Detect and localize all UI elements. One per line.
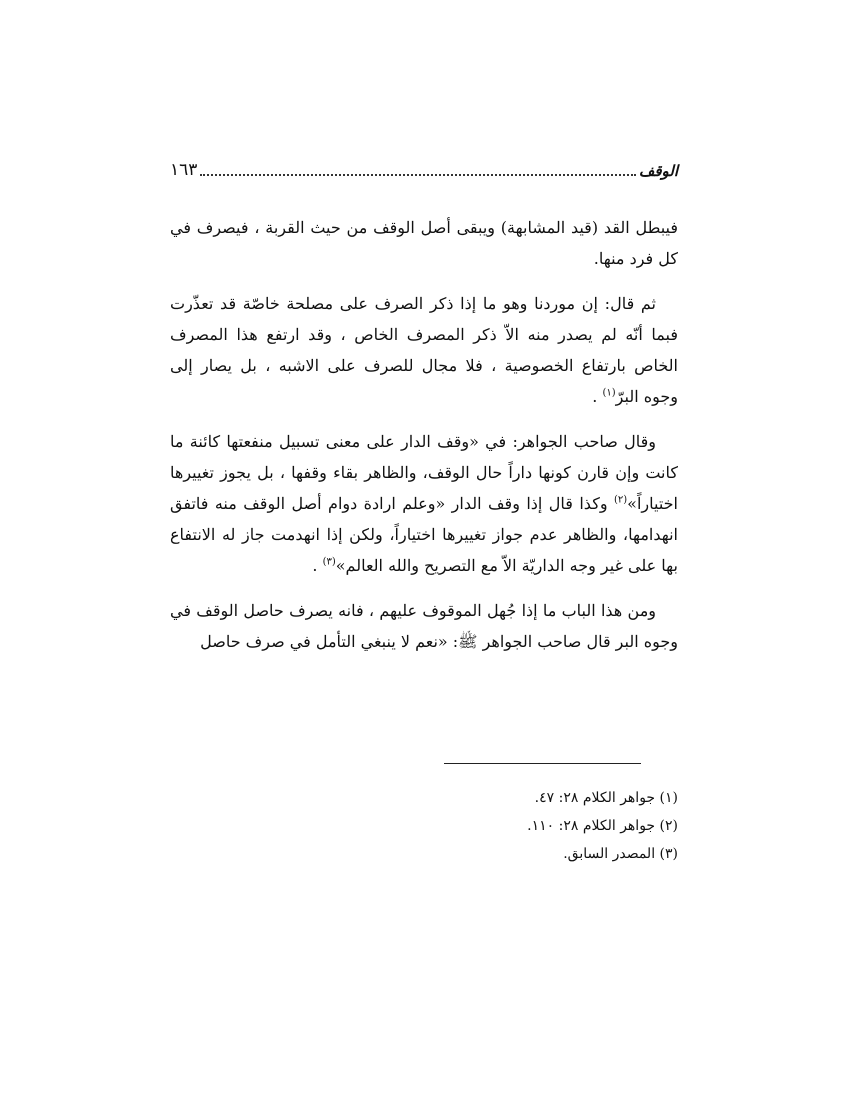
paragraph-text: فيبطل القد (قيد المشابهة) ويبقى أصل الوقف من حيث القربة ، فيصرف في كل فرد منها. [170,218,678,268]
footnote-reference[interactable]: (١) [602,387,616,399]
paragraph-text: ومن هذا الباب ما إذا جُهل الموقوف عليهم ، فانه يصرف حاصل الوقف في وجوه البر قال صاحب الجواهر ﷺ: «نعم لا ينبغي التأمل في صرف حاصل [170,601,678,651]
paragraph-3 [170,426,678,581]
paragraph-1 [170,212,678,274]
page-body [170,212,678,671]
paragraph-2 [170,288,678,412]
footnote-reference[interactable]: (٣) [322,556,336,568]
paragraph-text: وقال صاحب الجواهر: في «وقف الدار على معنى تسبيل منفعتها كائنة ما كانت وإن قارن كونها داراً حال الوقف، والظاهر بقاء وقفها ، بل يجوز تغييرها اختياراً» [170,432,679,513]
footnote-item: (٣) المصدر السابق. [563,846,678,862]
header-dotted-leader [200,174,635,176]
footnote-reference[interactable]: (٢) [613,494,628,506]
footnote-item: (١) جواهر الكلام ٢٨: ٤٧. [534,790,678,806]
header-title: الوقف [638,162,678,180]
paragraph-text: ثم قال: إن موردنا وهو ما إذا ذكر الصرف على مصلحة خاصّة قد تعذّرت فبما أنّه لم يصدر منه الاّ ذكر المصرف الخاص ، وقد ارتفع هذا المصرف الخاص بارتفاع الخصوصية ، فلا مجال للصرف على الاشبه ، بل يصار إلى وجوه البرّ [170,294,678,406]
running-header [170,152,678,182]
paragraph-tail: . [592,387,598,406]
footnote-item: (٢) جواهر الكلام ٢٨: ١١٠. [527,818,678,834]
paragraph-4 [170,595,678,657]
footnotes [170,784,678,868]
footnote-separator [444,763,641,764]
paragraph-text: وكذا قال إذا وقف الدار «وعلم ارادة دوام أصل الوقف منه فاتفق انهدامها، والظاهر عدم جواز تغييرها اختياراً، ولكن إذا انهدمت جاز له الانتفاع بها على غير وجه الداريّة الاّ مع التصريح والله العالم» [170,494,678,575]
paragraph-tail: . [312,556,318,575]
page-number: ١٦٣ [170,160,198,180]
